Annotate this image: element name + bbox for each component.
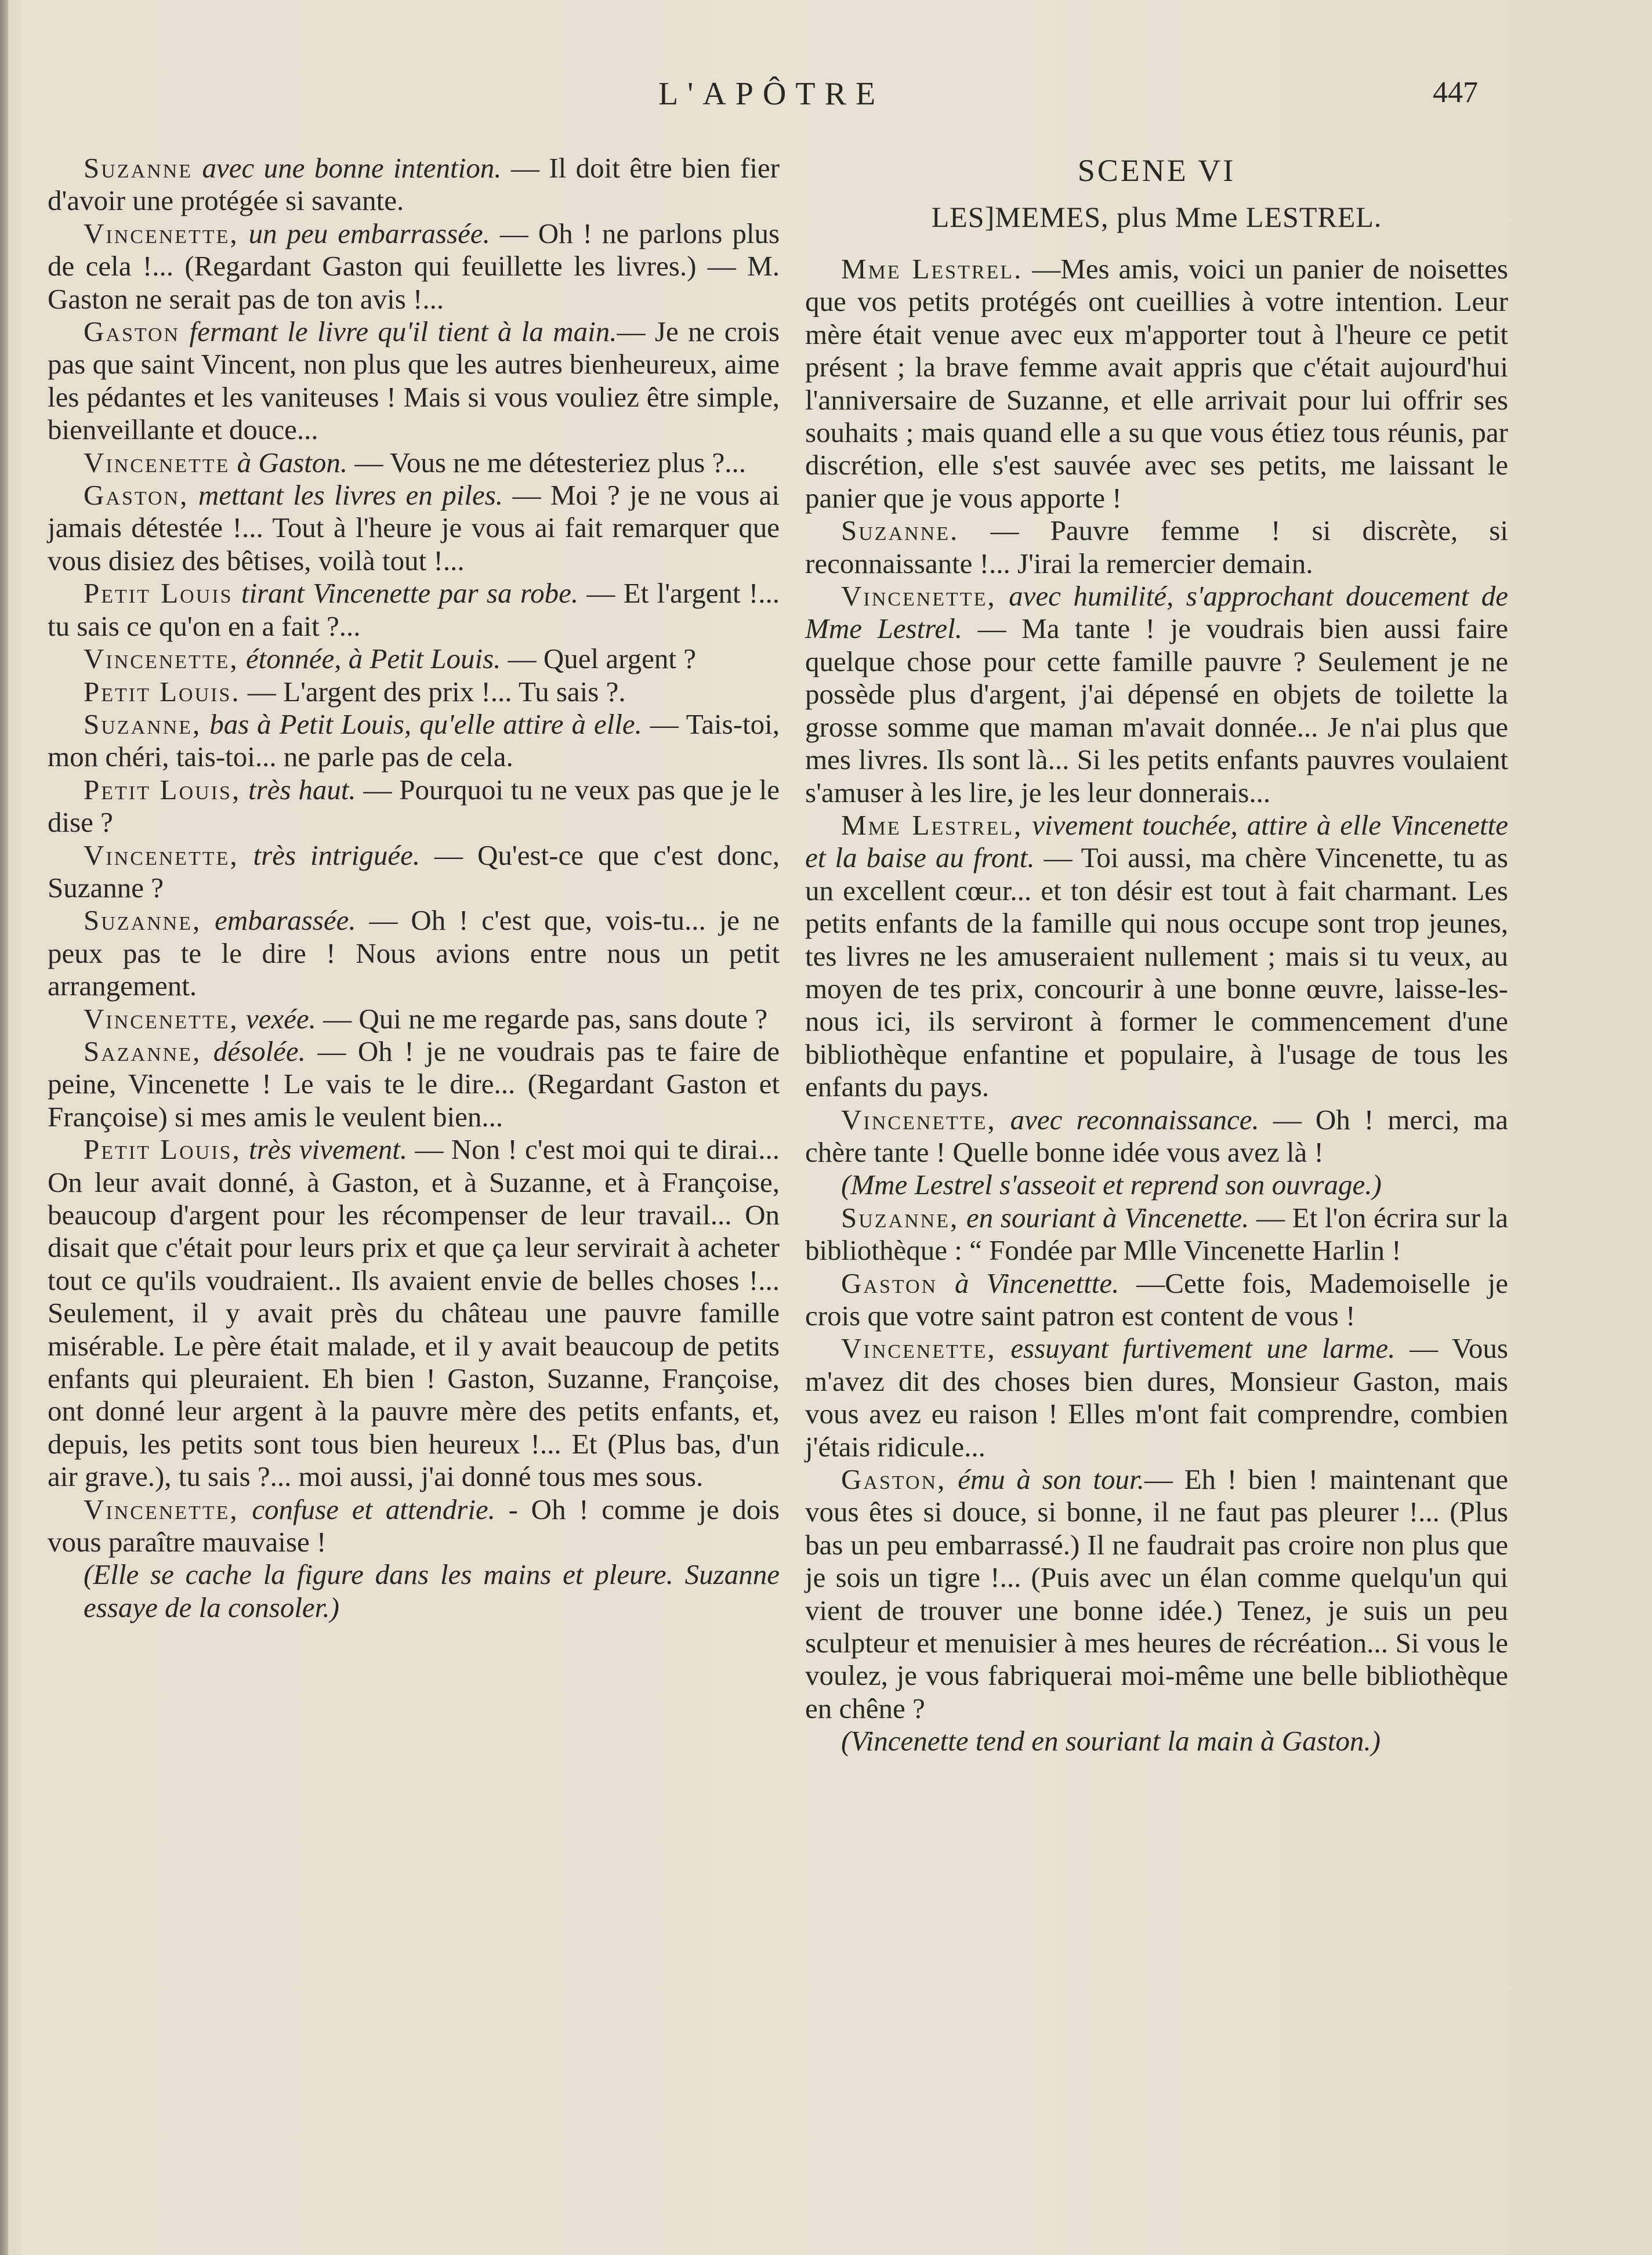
stage-direction-inline: avec une bonne intention. bbox=[202, 152, 502, 184]
speaker-name: Vincenette, bbox=[84, 839, 239, 871]
speaker-name: Vincenette, bbox=[841, 1103, 997, 1136]
dialogue-text: — Toi aussi, ma chère Vincenette, tu as un excellent cœur... et ton désir est tout à fait charmant. Les petits enfants de la famille qui nous occupe sont trop jeunes, tes livres ne les amuseraient nullement ; mais si tu veux, au moyen de tes prix, concourir à une bonne œuvre, laisse-les-nous ici, ils serviront à former le commencement d'une bibliothèque enfantine et populaire, à l'usage de tous les enfants du pays. bbox=[805, 842, 1508, 1103]
page-number: 447 bbox=[1433, 76, 1478, 109]
stage-direction-inline: bas à Petit Louis, qu'elle attire à elle. bbox=[209, 708, 642, 740]
stage-direction-inline: avec reconnaissance. bbox=[1010, 1103, 1259, 1136]
dialogue-paragraph bbox=[805, 1463, 1508, 1725]
stage-direction-inline: tirant Vincenette par sa robe. bbox=[241, 577, 579, 610]
stage-direction-inline: vexée. bbox=[245, 1002, 316, 1035]
dialogue-paragraph bbox=[48, 152, 780, 217]
stage-direction-inline: essuyant furtivement une larme. bbox=[1010, 1332, 1396, 1365]
right-column bbox=[805, 152, 1508, 1758]
dialogue-text: — Et l'on écrira sur la bibliothèque : “ Fondée par Mlle Vincenette Harlin ! bbox=[805, 1201, 1509, 1267]
stage-direction-inline: ému à son tour. bbox=[958, 1463, 1144, 1496]
speaker-name: Gaston bbox=[841, 1267, 938, 1299]
stage-direction-inline: mettant les livres en piles. bbox=[198, 479, 503, 512]
stage-direction-inline: confuse et attendrie. bbox=[252, 1493, 495, 1525]
dialogue-paragraph bbox=[805, 1267, 1508, 1333]
dialogue-text: — Oh ! merci, ma chère tante ! Quelle bonne idée vous avez là ! bbox=[805, 1103, 1508, 1168]
speaker-name: Vincenette, bbox=[84, 1493, 239, 1525]
dialogue-paragraph bbox=[805, 253, 1508, 514]
stage-direction-inline: à Gaston. bbox=[237, 446, 348, 478]
stage-direction: (Mme Lestrel s'asseoit et reprend son ouvrage.) bbox=[841, 1169, 1382, 1201]
scene-title: SCENE VI bbox=[1077, 153, 1236, 188]
dialogue-paragraph bbox=[48, 708, 780, 774]
dialogue-paragraph bbox=[48, 643, 780, 675]
dialogue-text: — Eh ! bien ! maintenant que vous êtes si douce, si bonne, il ne faut pas pleurer !... (Plus bas un peu embarrassé.) Il ne faudrait pas croire non plus que je sois un tigre !... (Puis avec un élan comme quelqu'un qui vient de trouver une bonne idée.) Tenez, je suis un peu sculpteur et menuisier à mes heures de récréation... Si vous le voulez, je vous fabriquerai moi-même une belle bibliothèque en chêne ? bbox=[805, 1463, 1508, 1724]
speaker-name: Vincenette, bbox=[841, 580, 997, 612]
dialogue-text: — Il doit être bien fier d'avoir une protégée si savante. bbox=[48, 152, 780, 217]
speaker-name: Vincenette, bbox=[841, 1332, 997, 1365]
stage-direction-inline: un peu embarrassée. bbox=[248, 217, 490, 249]
dialogue-paragraph bbox=[805, 580, 1508, 809]
dialogue-paragraph bbox=[48, 1035, 780, 1133]
stage-direction-inline: à Vincenettte. bbox=[955, 1267, 1120, 1299]
dialogue-paragraph bbox=[805, 809, 1508, 1104]
dialogue-paragraph bbox=[48, 1133, 780, 1493]
left-column bbox=[48, 152, 780, 1624]
dialogue-text: — Quel argent ? bbox=[501, 643, 696, 675]
speaker-name: Suzanne bbox=[84, 152, 193, 184]
speaker-name: Mme Lestrel. bbox=[841, 253, 1023, 285]
stage-direction-inline: embarassée. bbox=[215, 904, 356, 937]
speaker-name: Suzanne, bbox=[841, 1201, 959, 1234]
speaker-name: Gaston, bbox=[841, 1463, 947, 1496]
speaker-name: Petit Louis bbox=[84, 577, 233, 610]
stage-direction: (Vincenette tend en souriant la main à Gaston.) bbox=[841, 1725, 1381, 1757]
dialogue-text: — Non ! c'est moi qui te dirai... On leur avait donné, à Gaston, et à Suzanne, et à Françoise, beaucoup d'argent pour les récompenser de leur travail... On disait que c'était pour leurs prix et que ça leur servirait à acheter tout ce qu'ils voudraient.. Ils avaient envie de belles choses !... Seulement, il y avait près du château une pauvre famille misérable. Le père était malade, et il y avait beaucoup de petits enfants qui pleuraient. Eh bien ! Gaston, Suzanne, Françoise, ont donné leur argent à la pauvre mère des petits enfants, et, depuis, les petits sont tous bien heureux !... Et (Plus bas, d'un air grave.), tu sais ?... moi aussi, j'ai donné tous mes sous. bbox=[48, 1133, 780, 1493]
stage-direction-inline: très vivement. bbox=[249, 1133, 408, 1166]
stage-direction-inline: avec humilité, s'approchant doucement de Mme Lestrel. bbox=[805, 580, 1508, 645]
speaker-name: Vincenette, bbox=[84, 1002, 239, 1035]
speaker-name: Suzanne. bbox=[841, 514, 959, 547]
page-gutter-shadow bbox=[0, 0, 8, 2255]
dialogue-text: — Ma tante ! je voudrais bien aussi faire quelque chose pour cette famille pauvre ? Seulement je ne possède plus d'argent, j'ai dépensé en objets de toilette la grosse somme que maman m'avait donnée... Je n'ai plus que mes livres. Ils sont là... Si les petits enfants pauvres voulaient s'amuser à les lire, je les leur donnerais... bbox=[805, 612, 1509, 809]
dialogue-paragraph bbox=[48, 839, 780, 905]
stage-direction-inline: vivement touchée, attire à elle Vincenette et la baise au front. bbox=[805, 809, 1508, 874]
dialogue-text: —Cette fois, Mademoiselle je crois que votre saint patron est content de vous ! bbox=[805, 1267, 1509, 1332]
stage-direction-inline: fermant le livre qu'il tient à la main. bbox=[189, 316, 617, 348]
dialogue-text: — Vous m'avez dit des choses bien dures, Monsieur Gaston, mais vous avez eu raison ! Elles m'ont fait comprendre, combien j'étais ridicule... bbox=[805, 1332, 1508, 1463]
dialogue-text: — L'argent des prix !... Tu sais ?. bbox=[240, 675, 626, 708]
speaker-name: Suzanne, bbox=[84, 708, 202, 740]
dialogue-paragraph bbox=[48, 774, 780, 839]
stage-direction-inline: très intriguée. bbox=[253, 839, 421, 871]
dialogue-paragraph bbox=[48, 676, 780, 708]
dialogue-paragraph bbox=[805, 1332, 1508, 1463]
speaker-name: Vincenette bbox=[84, 446, 230, 478]
running-head bbox=[0, 75, 1652, 122]
speaker-name: Gaston bbox=[84, 316, 180, 348]
dialogue-text: —Mes amis, voici un panier de noisettes que vos petits protégés ont cueillies à votre intention. Leur mère était venue avec eux m'apporter tout à l'heure ce petit présent ; la brave femme avait appris que c'était aujourd'hui l'anniversaire de Suzanne, et elle arrivait pour lui offrir ses souhaits ; mais quand elle a su que vous étiez tous réunis, par discrétion, elle s'est sauvée avec ses petits, me laissant le panier que je vous apporte ! bbox=[805, 253, 1508, 514]
dialogue-paragraph bbox=[48, 904, 780, 1002]
dialogue-text: — Oh ! c'est que, vois-tu... je ne peux pas te le dire ! Nous avions entre nous un petit arrangement. bbox=[48, 904, 780, 1002]
speaker-name: Suzanne, bbox=[84, 904, 202, 937]
stage-direction-inline: désolée. bbox=[213, 1035, 306, 1067]
speaker-name: Petit Louis, bbox=[84, 1133, 241, 1166]
speaker-name: Sazanne, bbox=[84, 1035, 202, 1067]
dialogue-text: — Tais-toi, mon chéri, tais-toi... ne parle pas de cela. bbox=[48, 708, 780, 773]
dialogue-paragraph bbox=[48, 479, 780, 577]
dialogue-text: — Oh ! je ne voudrais pas te faire de peine, Vincenette ! Le vais te le dire... (Regardant Gaston et Françoise) si mes amis le veulent bien... bbox=[48, 1035, 780, 1133]
dialogue-text: — Qu'est-ce que c'est donc, Suzanne ? bbox=[48, 839, 780, 904]
dialogue-text: - Oh ! comme je dois vous paraître mauvaise ! bbox=[48, 1493, 780, 1558]
scene-cast: LES]MEMES, plus Mme LESTREL. bbox=[931, 201, 1382, 233]
speaker-name: Gaston, bbox=[84, 479, 189, 512]
dialogue-text: — Je ne crois pas que saint Vincent, non plus que les autres bienheureux, aime les pédantes et les vaniteuses ! Mais si vous vouliez être simple, bienveillante et douce... bbox=[48, 316, 780, 446]
dialogue-text: — Oh ! ne parlons plus de cela !... (Regardant Gaston qui feuillette les livres.) — M. Gaston ne serait pas de ton avis !... bbox=[48, 217, 780, 315]
speaker-name: Petit Louis, bbox=[84, 773, 241, 806]
dialogue-text: — Pourquoi tu ne veux pas que je le dise ? bbox=[48, 773, 780, 839]
dialogue-paragraph bbox=[48, 447, 780, 479]
dialogue-text: — Qui ne me regarde pas, sans doute ? bbox=[316, 1002, 768, 1035]
dialogue-text: — Vous ne me détesteriez plus ?... bbox=[347, 446, 746, 478]
speaker-name: Vincenette, bbox=[84, 217, 239, 249]
stage-direction-inline: très haut. bbox=[248, 773, 356, 806]
dialogue-paragraph bbox=[48, 316, 780, 447]
dialogue-text: — Et l'argent !... tu sais ce qu'on en a fait ?... bbox=[48, 577, 780, 642]
dialogue-paragraph bbox=[48, 1003, 780, 1035]
dialogue-paragraph bbox=[805, 1104, 1508, 1169]
dialogue-paragraph bbox=[805, 1202, 1508, 1267]
speaker-name: Vincenette, bbox=[84, 643, 239, 675]
speaker-name: Petit Louis. bbox=[84, 675, 241, 708]
stage-direction-inline: en souriant à Vincenette. bbox=[966, 1201, 1249, 1234]
dialogue-text: — Pauvre femme ! si discrète, si reconnaissante !... J'irai la remercier demain. bbox=[805, 514, 1508, 579]
stage-direction-inline: étonnée, à Petit Louis. bbox=[245, 643, 501, 675]
running-title: L'APÔTRE bbox=[658, 76, 885, 112]
right-column-body bbox=[805, 253, 1508, 1758]
dialogue-paragraph bbox=[805, 514, 1508, 580]
speaker-name: Mme Lestrel, bbox=[841, 809, 1023, 841]
dialogue-paragraph bbox=[48, 577, 780, 643]
dialogue-paragraph bbox=[48, 217, 780, 316]
stage-direction: (Elle se cache la figure dans les mains et pleure. Suzanne essaye de la consoler.) bbox=[84, 1558, 780, 1623]
dialogue-text: — Moi ? je ne vous ai jamais détestée !... Tout à l'heure je vous ai fait remarquer que vous disiez des bêtises, voilà tout !... bbox=[48, 479, 780, 577]
dialogue-paragraph bbox=[48, 1493, 780, 1559]
